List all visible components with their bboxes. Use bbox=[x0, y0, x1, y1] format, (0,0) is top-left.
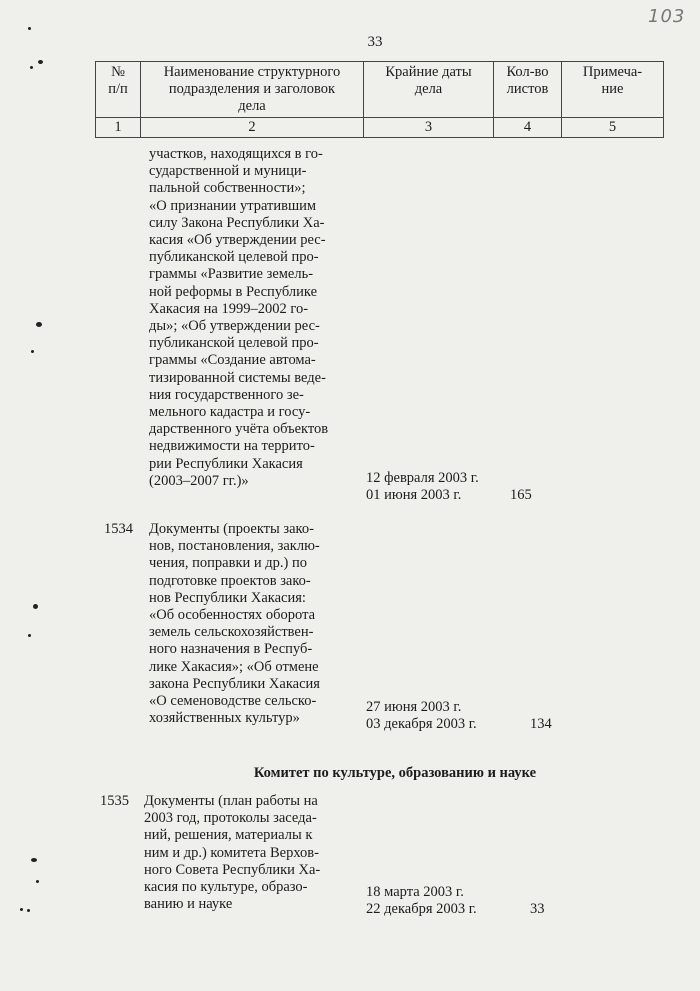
scan-speck bbox=[20, 908, 23, 911]
entry-sheets: 165 bbox=[510, 487, 532, 503]
entry-dates: 12 февраля 2003 г. 01 июня 2003 г. bbox=[366, 470, 479, 504]
scan-speck bbox=[31, 350, 34, 353]
col-index-3: 3 bbox=[364, 118, 494, 138]
header-col-number: № п/п bbox=[96, 62, 141, 118]
scan-speck bbox=[30, 66, 33, 69]
scan-speck bbox=[36, 880, 39, 883]
scan-speck bbox=[28, 634, 31, 637]
entry-number: 1534 bbox=[104, 521, 133, 537]
header-table bbox=[95, 61, 664, 138]
entry-dates: 27 июня 2003 г. 03 декабря 2003 г. bbox=[366, 699, 477, 733]
scan-speck bbox=[33, 604, 38, 609]
scan-speck bbox=[38, 60, 43, 64]
entry-title: участков, находящихся в го- сударственной и муници- пальной собственности»; «О признании утратившим силу Закона Республики Ха- касия «Об утверждении рес- публиканской целевой про- граммы «Развитие земель- ной реформы в Республике Хакасия на 1999–2002 го- ды»; «Об утверждении рес- публиканской целевой про- граммы «Создание автома- тизированной системы веде- ния государственного зе- мельного кадастра и госу- дарственного учёта объектов недвижимости на террито- рии Республики Хакасия (2003–2007 гг.)» bbox=[149, 146, 329, 489]
entry-dates: 18 марта 2003 г. 22 декабря 2003 г. bbox=[366, 884, 477, 918]
scan-speck bbox=[31, 858, 37, 862]
header-col-title: Наименование структурного подразделения и заголовок дела bbox=[141, 62, 364, 118]
archive-number: 103 bbox=[648, 6, 686, 27]
scan-speck bbox=[28, 27, 31, 30]
col-index-2: 2 bbox=[141, 118, 364, 138]
entry-sheets: 134 bbox=[530, 716, 552, 732]
page-number: 33 bbox=[367, 34, 383, 50]
col-index-5: 5 bbox=[562, 118, 664, 138]
header-col-sheets: Кол-во листов bbox=[494, 62, 562, 118]
entry-title: Документы (проекты зако- нов, постановления, заклю- чения, поправки и др.) по подготовке проектов зако- нов Республики Хакасия: «Об особенностях оборота земель сельскохозяйствен- ного назначения в Респуб- лике Хакасия»; «Об отмене закона Республики Хакасия «О семеноводстве сельско- хозяйственных культур» bbox=[149, 521, 320, 727]
col-index-4: 4 bbox=[494, 118, 562, 138]
entry-number: 1535 bbox=[100, 793, 129, 809]
header-col-notes: Примеча- ние bbox=[562, 62, 664, 118]
section-heading: Комитет по культуре, образованию и науке bbox=[253, 765, 537, 781]
entry-sheets: 33 bbox=[530, 901, 545, 917]
col-index-1: 1 bbox=[96, 118, 141, 138]
header-col-dates: Крайние даты дела bbox=[364, 62, 494, 118]
scan-speck bbox=[36, 322, 42, 327]
header-number-row bbox=[96, 118, 664, 138]
entry-title: Документы (план работы на 2003 год, протоколы заседа- ний, решения, материалы к ним и др.) комитета Верхов- ного Совета Республики Ха- касия по культуре, образо- ванию и науке bbox=[144, 793, 321, 913]
header-row bbox=[96, 62, 664, 118]
scan-speck bbox=[27, 909, 30, 912]
